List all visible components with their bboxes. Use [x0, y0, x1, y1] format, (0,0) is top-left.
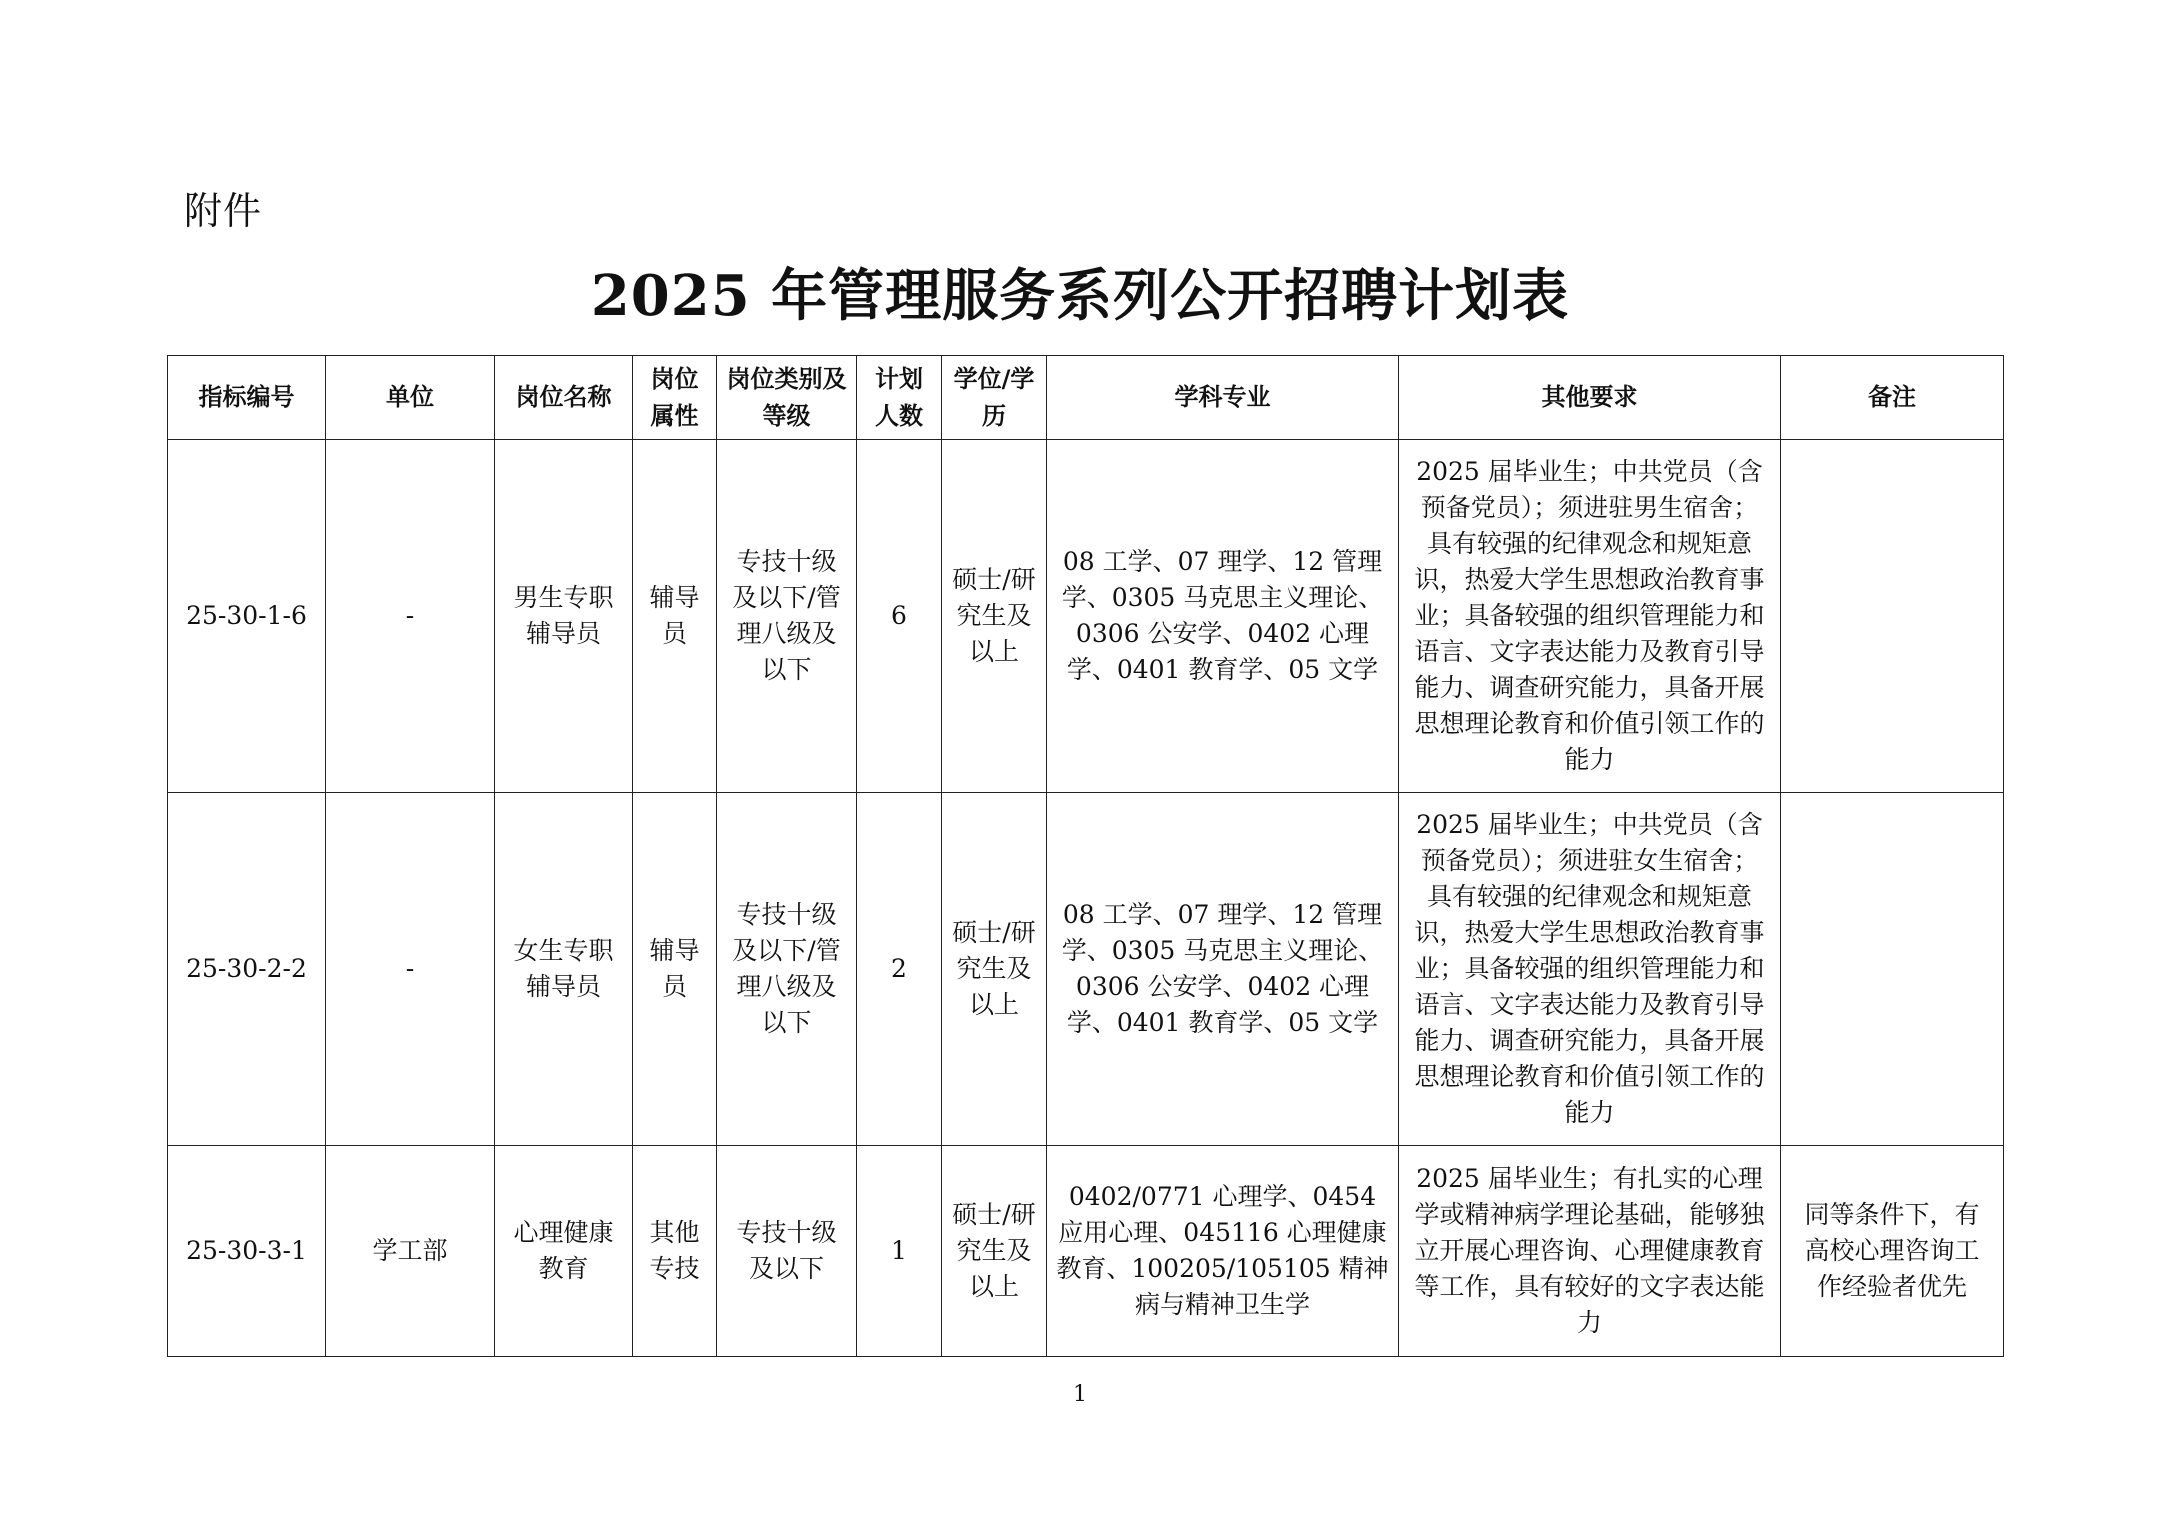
header-post-attr: 岗位属性 [633, 356, 717, 440]
cell-post-category: 专技十级及以下/管理八级及以下 [717, 440, 857, 793]
cell-post-name: 男生专职辅导员 [495, 440, 633, 793]
cell-other: 2025 届毕业生；有扎实的心理学或精神病学理论基础，能够独立开展心理咨询、心理健康教育等工作，具有较好的文字表达能力 [1399, 1146, 1781, 1357]
cell-other: 2025 届毕业生；中共党员（含预备党员）；须进驻女生宿舍；具有较强的纪律观念和规矩意识，热爱大学生思想政治教育事业；具备较强的组织管理能力和语言、文字表达能力及教育引导能力、调查研究能力，具备开展思想理论教育和价值引领工作的能力 [1399, 793, 1781, 1146]
cell-count: 2 [857, 793, 942, 1146]
cell-post-attr: 其他专技 [633, 1146, 717, 1357]
cell-code: 25-30-3-1 [168, 1146, 326, 1357]
cell-degree: 硕士/研究生及以上 [942, 793, 1047, 1146]
header-degree: 学位/学历 [942, 356, 1047, 440]
header-major: 学科专业 [1047, 356, 1399, 440]
cell-other: 2025 届毕业生；中共党员（含预备党员）；须进驻男生宿舍；具有较强的纪律观念和规矩意识，热爱大学生思想政治教育事业；具备较强的组织管理能力和语言、文字表达能力及教育引导能力、调查研究能力，具备开展思想理论教育和价值引领工作的能力 [1399, 440, 1781, 793]
cell-post-name: 女生专职辅导员 [495, 793, 633, 1146]
header-count: 计划人数 [857, 356, 942, 440]
cell-code: 25-30-1-6 [168, 440, 326, 793]
header-other: 其他要求 [1399, 356, 1781, 440]
cell-major: 08 工学、07 理学、12 管理学、0305 马克思主义理论、0306 公安学、0402 心理学、0401 教育学、05 文学 [1047, 440, 1399, 793]
table-row [168, 440, 2004, 793]
cell-post-category: 专技十级及以下 [717, 1146, 857, 1357]
table-header-row [168, 356, 2004, 440]
cell-post-name: 心理健康教育 [495, 1146, 633, 1357]
cell-major: 0402/0771 心理学、0454 应用心理、045116 心理健康教育、100205/105105 精神病与精神卫生学 [1047, 1146, 1399, 1357]
cell-count: 6 [857, 440, 942, 793]
page-number: 1 [1073, 1382, 1087, 1407]
header-post-category: 岗位类别及等级 [717, 356, 857, 440]
cell-post-attr: 辅导员 [633, 793, 717, 1146]
cell-post-category: 专技十级及以下/管理八级及以下 [717, 793, 857, 1146]
cell-unit: 学工部 [326, 1146, 495, 1357]
cell-count: 1 [857, 1146, 942, 1357]
cell-code: 25-30-2-2 [168, 793, 326, 1146]
attachment-label: 附件 [184, 189, 263, 233]
recruitment-plan-table [167, 355, 2004, 1357]
cell-post-attr: 辅导员 [633, 440, 717, 793]
cell-note [1781, 440, 2004, 793]
header-post-name: 岗位名称 [495, 356, 633, 440]
table-row [168, 1146, 2004, 1357]
table-row [168, 793, 2004, 1146]
cell-degree: 硕士/研究生及以上 [942, 1146, 1047, 1357]
header-unit: 单位 [326, 356, 495, 440]
header-code: 指标编号 [168, 356, 326, 440]
cell-unit: - [326, 793, 495, 1146]
cell-note [1781, 793, 2004, 1146]
cell-note: 同等条件下，有高校心理咨询工作经验者优先 [1781, 1146, 2004, 1357]
cell-unit: - [326, 440, 495, 793]
cell-degree: 硕士/研究生及以上 [942, 440, 1047, 793]
header-note: 备注 [1781, 356, 2004, 440]
cell-major: 08 工学、07 理学、12 管理学、0305 马克思主义理论、0306 公安学、0402 心理学、0401 教育学、05 文学 [1047, 793, 1399, 1146]
document-title: 2025 年管理服务系列公开招聘计划表 [590, 263, 1570, 329]
